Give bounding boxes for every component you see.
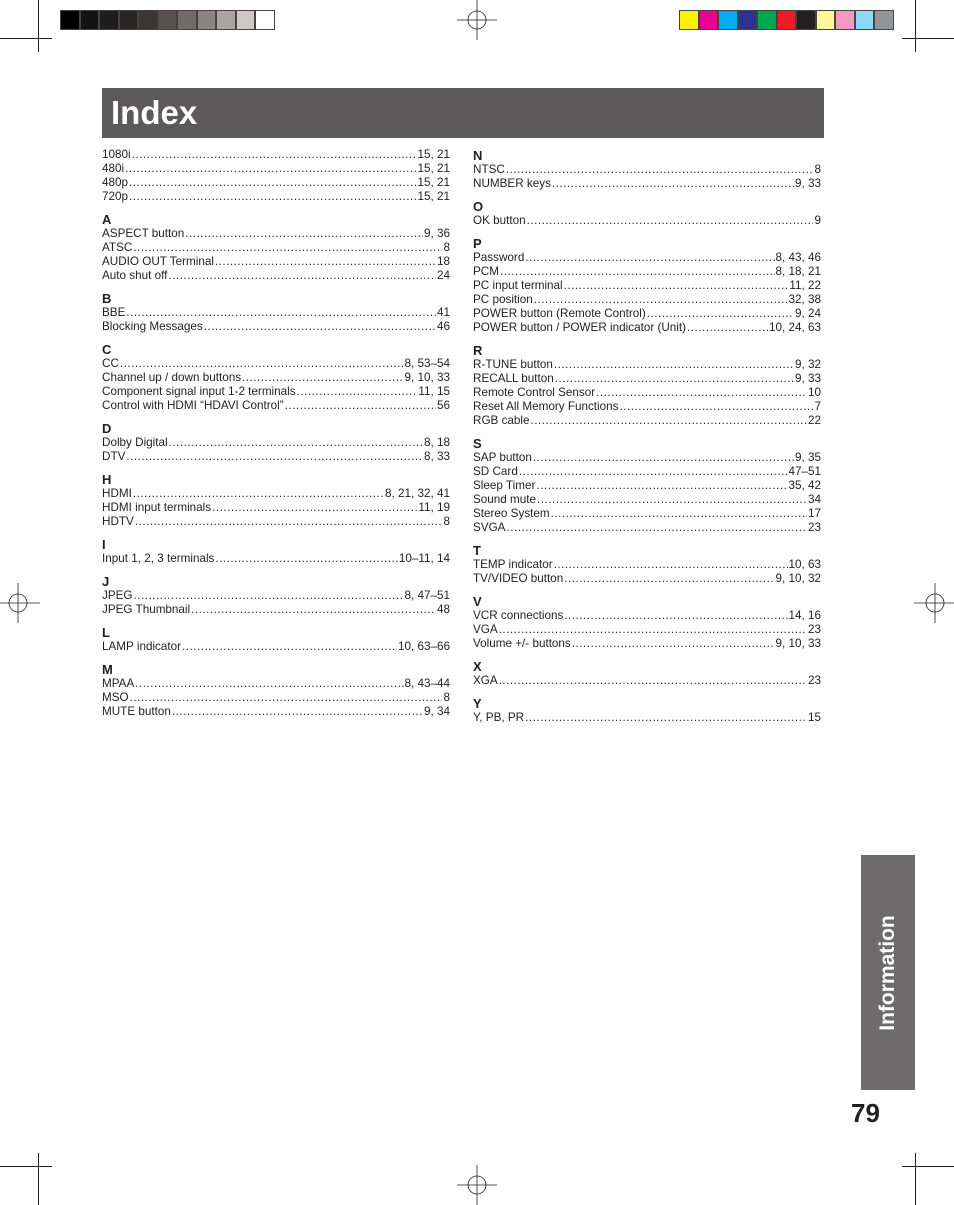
dot-leader xyxy=(132,148,417,162)
color-swatch xyxy=(777,10,797,30)
index-entry xyxy=(473,609,821,623)
registration-mark-icon xyxy=(914,583,954,623)
index-letter-heading: J xyxy=(102,574,110,589)
index-term: CC xyxy=(102,357,119,370)
index-letter-heading: A xyxy=(102,212,112,227)
color-swatch xyxy=(699,10,719,30)
index-term: Auto shut off xyxy=(102,269,168,282)
registration-mark-icon xyxy=(457,0,497,40)
dot-leader xyxy=(129,190,416,204)
index-entry xyxy=(102,320,450,334)
dot-leader xyxy=(531,414,807,428)
index-letter-heading: T xyxy=(473,543,481,558)
index-entry xyxy=(473,307,821,321)
index-term: ASPECT button xyxy=(102,227,185,240)
dot-leader xyxy=(135,515,443,529)
index-entry xyxy=(102,515,450,529)
color-swatch xyxy=(197,10,217,30)
color-swatch xyxy=(855,10,875,30)
index-term: Reset All Memory Functions xyxy=(473,400,619,413)
dot-leader xyxy=(172,705,423,719)
dot-leader xyxy=(285,399,436,413)
index-section xyxy=(473,343,821,428)
index-entry xyxy=(473,251,821,265)
index-entry xyxy=(102,241,450,255)
index-entry xyxy=(473,711,821,725)
index-section xyxy=(102,537,450,566)
index-term: SAP button xyxy=(473,451,532,464)
dot-leader xyxy=(185,227,423,241)
color-swatch xyxy=(816,10,836,30)
color-swatch xyxy=(718,10,738,30)
dot-leader xyxy=(564,572,774,586)
dot-leader xyxy=(536,479,787,493)
index-page-refs: 8 xyxy=(443,241,450,254)
index-letter-heading: I xyxy=(102,537,106,552)
index-page-refs: 9, 10, 32 xyxy=(775,572,821,585)
index-page-refs: 17 xyxy=(807,507,821,520)
color-swatch xyxy=(138,10,158,30)
index-entry xyxy=(473,214,821,228)
dot-leader xyxy=(125,162,416,176)
index-page-refs: 8, 21, 32, 41 xyxy=(385,487,450,500)
index-term: DTV xyxy=(102,450,126,463)
index-term: XGA xyxy=(473,674,498,687)
dot-leader xyxy=(215,552,397,566)
index-term: SVGA xyxy=(473,521,506,534)
index-term: Sleep Timer xyxy=(473,479,536,492)
index-entry xyxy=(102,371,450,385)
index-letter-heading: Y xyxy=(473,696,482,711)
index-term: JPEG Thumbnail xyxy=(102,603,191,616)
index-term: PC input terminal xyxy=(473,279,563,292)
section-tab-label: Information xyxy=(876,914,899,1031)
index-entry xyxy=(102,176,450,190)
color-swatch xyxy=(158,10,178,30)
dot-leader xyxy=(572,637,775,651)
dot-leader xyxy=(499,623,807,637)
index-letter-heading: B xyxy=(102,291,112,306)
index-page-refs: 7 xyxy=(814,400,821,413)
index-letter-heading: R xyxy=(473,343,483,358)
index-term: SD Card xyxy=(473,465,518,478)
index-page-refs: 10, 24, 63 xyxy=(769,321,821,334)
index-term: PC position xyxy=(473,293,533,306)
index-term: Control with HDMI “HDAVI Control” xyxy=(102,399,284,412)
index-term: Component signal input 1-2 terminals xyxy=(102,385,296,398)
index-page-refs: 11, 15 xyxy=(418,385,450,398)
index-section xyxy=(473,199,821,228)
index-entry xyxy=(473,372,821,386)
index-page-refs: 8, 53–54 xyxy=(404,357,450,370)
index-letter-heading: H xyxy=(102,472,112,487)
index-term: VCR connections xyxy=(473,609,564,622)
index-term: Remote Control Sensor xyxy=(473,386,596,399)
index-term: Volume +/- buttons xyxy=(473,637,571,650)
crop-mark xyxy=(0,1166,52,1167)
index-page-refs: 15 xyxy=(807,711,821,724)
index-entry xyxy=(473,465,821,479)
index-letter-heading: L xyxy=(102,625,110,640)
index-section xyxy=(473,594,821,651)
index-entry xyxy=(102,450,450,464)
index-section xyxy=(473,236,821,335)
index-page-refs: 9, 10, 33 xyxy=(775,637,821,650)
index-entry xyxy=(473,358,821,372)
index-section xyxy=(473,148,821,191)
dot-leader xyxy=(242,371,403,385)
dot-leader xyxy=(554,558,788,572)
color-swatch xyxy=(236,10,256,30)
index-page-refs: 9, 32 xyxy=(795,358,821,371)
dot-leader xyxy=(168,269,436,283)
index-term: Dolby Digital xyxy=(102,436,168,449)
index-term: HDMI input terminals xyxy=(102,501,212,514)
color-swatch xyxy=(80,10,100,30)
color-swatch xyxy=(757,10,777,30)
crop-mark xyxy=(902,1166,954,1167)
index-entry xyxy=(473,400,821,414)
index-entry xyxy=(473,279,821,293)
index-term: 720p xyxy=(102,190,129,203)
index-entry xyxy=(102,487,450,501)
index-term: Password xyxy=(473,251,525,264)
index-entry xyxy=(102,385,450,399)
index-term: RGB cable xyxy=(473,414,530,427)
index-page-refs: 8, 47–51 xyxy=(404,589,450,602)
dot-leader xyxy=(130,691,443,705)
dot-leader xyxy=(134,589,404,603)
index-section xyxy=(102,625,450,654)
index-term: MUTE button xyxy=(102,705,171,718)
crop-mark xyxy=(915,1153,916,1205)
color-swatch xyxy=(99,10,119,30)
index-letter-heading: V xyxy=(473,594,482,609)
index-page-refs: 41 xyxy=(436,306,450,319)
crop-mark xyxy=(915,0,916,52)
index-entry xyxy=(473,623,821,637)
dot-leader xyxy=(297,385,418,399)
registration-mark-icon xyxy=(457,1165,497,1205)
index-page-refs: 9, 35 xyxy=(795,451,821,464)
dot-leader xyxy=(133,241,442,255)
crop-mark xyxy=(0,38,52,39)
dot-leader xyxy=(525,711,807,725)
dot-leader xyxy=(519,465,788,479)
index-section xyxy=(102,291,450,334)
index-page-refs: 9, 33 xyxy=(795,177,821,190)
color-swatch xyxy=(216,10,236,30)
index-column-left xyxy=(102,148,450,727)
index-section xyxy=(102,472,450,529)
index-entry xyxy=(102,603,450,617)
index-term: 480p xyxy=(102,176,129,189)
page-title: Index xyxy=(111,94,198,131)
index-letter-heading: C xyxy=(102,342,112,357)
index-page-refs: 14, 16 xyxy=(788,609,821,622)
index-section xyxy=(102,574,450,617)
index-page-refs: 23 xyxy=(807,521,821,534)
index-term: MPAA xyxy=(102,677,135,690)
index-term: Input 1, 2, 3 terminals xyxy=(102,552,215,565)
index-term: POWER button (Remote Control) xyxy=(473,307,646,320)
index-page-refs: 48 xyxy=(436,603,450,616)
index-page-refs: 15, 21 xyxy=(417,190,450,203)
registration-mark-icon xyxy=(0,583,40,623)
index-term: HDTV xyxy=(102,515,134,528)
index-page-refs: 8 xyxy=(443,515,450,528)
dot-leader xyxy=(564,279,789,293)
index-term: NUMBER keys xyxy=(473,177,551,190)
dot-leader xyxy=(499,674,807,688)
index-term: LAMP indicator xyxy=(102,640,182,653)
index-term: 480i xyxy=(102,162,125,175)
index-page-refs: 8 xyxy=(814,163,821,176)
index-section xyxy=(473,659,821,688)
crop-mark xyxy=(38,0,39,52)
index-page-refs: 15, 21 xyxy=(417,162,450,175)
index-entry xyxy=(102,162,450,176)
index-term: AUDIO OUT Terminal xyxy=(102,255,214,268)
index-entry xyxy=(102,691,450,705)
index-entry xyxy=(102,269,450,283)
dot-leader xyxy=(596,386,807,400)
index-letter-heading: X xyxy=(473,659,482,674)
index-term: VGA xyxy=(473,623,498,636)
dot-leader xyxy=(215,255,436,269)
dot-leader xyxy=(191,603,436,617)
index-entry xyxy=(473,637,821,651)
index-entry xyxy=(473,163,821,177)
index-entry xyxy=(473,558,821,572)
index-term: R-TUNE button xyxy=(473,358,553,371)
index-page-refs: 23 xyxy=(807,674,821,687)
index-letter-heading: D xyxy=(102,421,112,436)
dot-leader xyxy=(133,487,384,501)
index-entry xyxy=(102,190,450,204)
crop-mark xyxy=(902,38,954,39)
index-entry xyxy=(102,589,450,603)
index-page-refs: 56 xyxy=(436,399,450,412)
index-page-refs: 15, 21 xyxy=(417,148,450,161)
index-section xyxy=(473,436,821,535)
index-page-refs: 11, 19 xyxy=(418,501,450,514)
index-page-refs: 24 xyxy=(436,269,450,282)
index-entry xyxy=(473,572,821,586)
index-letter-heading: O xyxy=(473,199,484,214)
dot-leader xyxy=(500,265,775,279)
color-swatch xyxy=(60,10,80,30)
index-letter-heading: N xyxy=(473,148,483,163)
index-letter-heading: M xyxy=(102,662,113,677)
index-entry xyxy=(473,479,821,493)
index-term: 1080i xyxy=(102,148,131,161)
dot-leader xyxy=(135,677,403,691)
color-calibration-bar xyxy=(679,10,894,30)
dot-leader xyxy=(506,521,807,535)
index-entry xyxy=(473,674,821,688)
index-term: NTSC xyxy=(473,163,505,176)
index-term: PCM xyxy=(473,265,499,278)
index-entry xyxy=(473,521,821,535)
index-entry xyxy=(473,265,821,279)
dot-leader xyxy=(212,501,417,515)
index-section xyxy=(102,342,450,413)
index-page-refs: 35, 42 xyxy=(788,479,821,492)
index-entry xyxy=(102,148,450,162)
index-section xyxy=(102,662,450,719)
color-swatch xyxy=(738,10,758,30)
index-page-refs: 9, 34 xyxy=(424,705,450,718)
crop-mark xyxy=(38,1153,39,1205)
index-term: Y, PB, PR xyxy=(473,711,525,724)
index-page-refs: 8, 33 xyxy=(424,450,450,463)
dot-leader xyxy=(687,321,768,335)
index-page-refs: 9, 24 xyxy=(795,307,821,320)
dot-leader xyxy=(506,163,814,177)
dot-leader xyxy=(564,609,787,623)
index-entry xyxy=(102,399,450,413)
index-entry xyxy=(102,677,450,691)
index-page-refs: 10, 63–66 xyxy=(398,640,450,653)
index-page-refs: 34 xyxy=(807,493,821,506)
index-page-refs: 47–51 xyxy=(788,465,821,478)
index-page-refs: 18 xyxy=(436,255,450,268)
index-page-refs: 23 xyxy=(807,623,821,636)
dot-leader xyxy=(126,306,436,320)
index-page-refs: 22 xyxy=(807,414,821,427)
dot-leader xyxy=(129,176,416,190)
index-term: MSO xyxy=(102,691,129,704)
index-page-refs: 15, 21 xyxy=(417,176,450,189)
dot-leader xyxy=(120,357,404,371)
index-page-refs: 8, 18, 21 xyxy=(775,265,821,278)
index-entry xyxy=(473,293,821,307)
index-term: BBE xyxy=(102,306,126,319)
dot-leader xyxy=(551,507,807,521)
dot-leader xyxy=(126,450,423,464)
index-page-refs: 9 xyxy=(814,214,821,227)
dot-leader xyxy=(620,400,814,414)
index-term: TV/VIDEO button xyxy=(473,572,564,585)
index-section xyxy=(473,543,821,586)
dot-leader xyxy=(204,320,436,334)
color-swatch xyxy=(177,10,197,30)
index-term: Stereo System xyxy=(473,507,550,520)
index-section xyxy=(102,212,450,283)
dot-leader xyxy=(534,293,788,307)
index-term: OK button xyxy=(473,214,526,227)
dot-leader xyxy=(537,493,807,507)
index-entry xyxy=(473,177,821,191)
index-page-refs: 9, 36 xyxy=(424,227,450,240)
index-entry xyxy=(102,501,450,515)
dot-leader xyxy=(533,451,794,465)
index-entry xyxy=(102,436,450,450)
color-swatch xyxy=(874,10,894,30)
dot-leader xyxy=(647,307,794,321)
index-page-refs: 9, 10, 33 xyxy=(404,371,450,384)
index-page-refs: 46 xyxy=(436,320,450,333)
index-entry xyxy=(102,640,450,654)
dot-leader xyxy=(525,251,774,265)
index-entry xyxy=(102,255,450,269)
dot-leader xyxy=(527,214,814,228)
index-section xyxy=(473,696,821,725)
index-section xyxy=(102,421,450,464)
index-term: ATSC xyxy=(102,241,133,254)
grayscale-calibration-bar xyxy=(60,10,275,30)
index-entry xyxy=(102,357,450,371)
index-column-right xyxy=(473,148,821,733)
dot-leader xyxy=(552,177,794,191)
page-number: 79 xyxy=(851,1098,880,1128)
index-page-refs: 8, 43, 46 xyxy=(775,251,821,264)
index-term: Sound mute xyxy=(473,493,537,506)
color-swatch xyxy=(255,10,275,30)
color-swatch xyxy=(119,10,139,30)
index-entry xyxy=(473,493,821,507)
index-page-refs: 8, 18 xyxy=(424,436,450,449)
index-entry xyxy=(473,414,821,428)
index-entry xyxy=(473,507,821,521)
index-entry xyxy=(102,306,450,320)
index-term: TEMP indicator xyxy=(473,558,553,571)
index-page-refs: 11, 22 xyxy=(789,279,821,292)
dot-leader xyxy=(169,436,423,450)
dot-leader xyxy=(555,372,794,386)
index-section xyxy=(102,148,450,204)
index-letter-heading: P xyxy=(473,236,482,251)
index-page-refs: 10–11, 14 xyxy=(398,552,450,565)
section-tab xyxy=(861,855,915,1090)
index-entry xyxy=(102,552,450,566)
index-term: POWER button / POWER indicator (Unit) xyxy=(473,321,687,334)
index-page-refs: 8, 43–44 xyxy=(404,677,450,690)
index-page-refs: 10 xyxy=(807,386,821,399)
page-header-banner xyxy=(102,88,824,138)
index-term: JPEG xyxy=(102,589,133,602)
index-entry xyxy=(473,386,821,400)
index-entry xyxy=(473,451,821,465)
color-swatch xyxy=(796,10,816,30)
color-swatch xyxy=(679,10,699,30)
index-term: RECALL button xyxy=(473,372,554,385)
index-page-refs: 32, 38 xyxy=(788,293,821,306)
index-page-refs: 8 xyxy=(443,691,450,704)
color-swatch xyxy=(835,10,855,30)
index-page-refs: 9, 33 xyxy=(795,372,821,385)
index-term: Channel up / down buttons xyxy=(102,371,242,384)
dot-leader xyxy=(554,358,794,372)
index-term: HDMI xyxy=(102,487,132,500)
dot-leader xyxy=(182,640,397,654)
index-entry xyxy=(102,227,450,241)
index-term: Blocking Messages xyxy=(102,320,203,333)
index-entry xyxy=(102,705,450,719)
index-letter-heading: S xyxy=(473,436,482,451)
index-entry xyxy=(473,321,821,335)
index-page-refs: 10, 63 xyxy=(788,558,821,571)
